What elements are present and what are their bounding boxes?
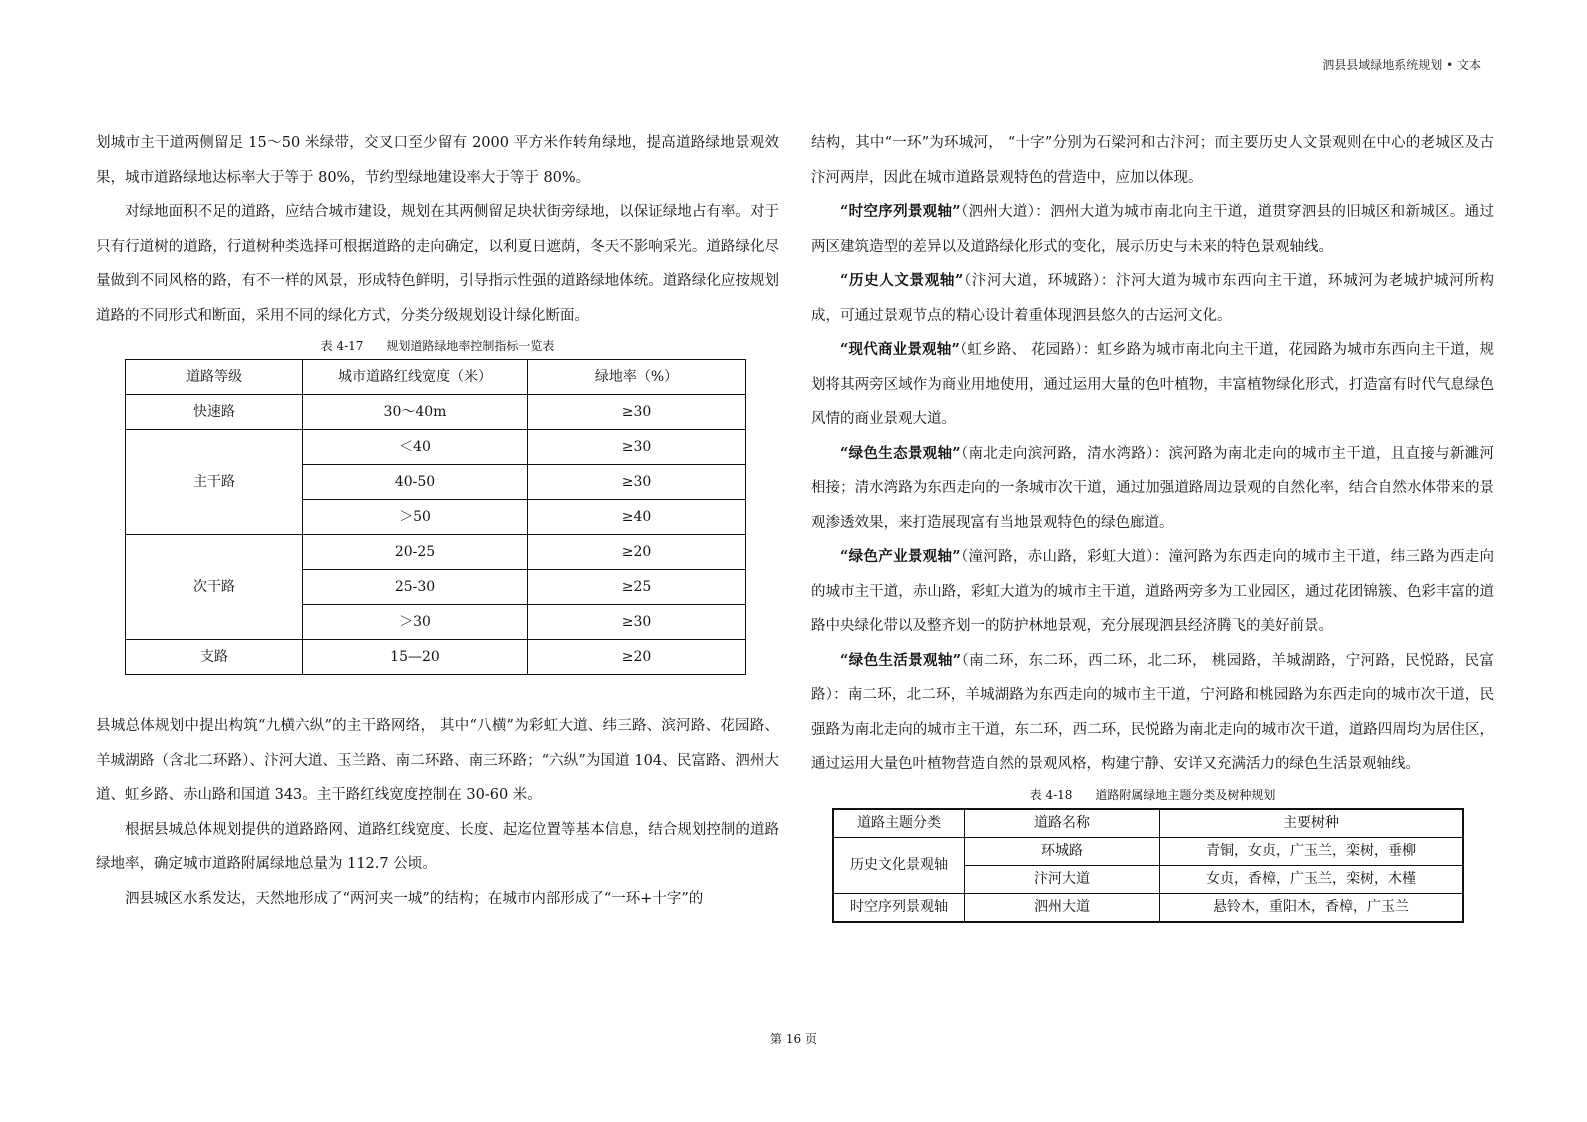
table-cell: 历史文化景观轴 [833, 837, 965, 893]
paragraph-text: （南北走向滨河路，清水湾路）：滨河路为南北走向的城市主干道，且直接与新濉河相接；清水湾路为东西走向的一条城市次干道，通过加强道路周边景观的自然化率，结合自然水体带来的景观渗透效果，来打造展现富有当地景观特色的绿色廊道。 [811, 445, 1494, 531]
paragraph [811, 540, 1494, 644]
table-row [126, 535, 746, 570]
table-cell: ＞30 [303, 605, 528, 640]
table-cell: 快速路 [126, 395, 303, 430]
table-row [833, 893, 1463, 922]
table-cell: 青铜，女贞，广玉兰，栾树，垂柳 [1160, 837, 1464, 865]
left-column [96, 126, 779, 916]
table-header-cell: 道路等级 [126, 360, 303, 395]
table-row [126, 395, 746, 430]
table-cell: ≥30 [528, 430, 746, 465]
table-cell: 主干路 [126, 430, 303, 535]
tree-species-table [832, 808, 1464, 923]
table-caption: 表 4-17 规划道路绿地率控制指标一览表 [320, 339, 555, 353]
paragraph-text: （潼河路，赤山路，彩虹大道）：潼河路为东西走向的城市主干道，纬三路为西走向的城市主干道，赤山路，彩虹大道为的城市主干道，道路两旁多为工业园区，通过花团锦簇、色彩丰富的道路中央绿化带以及整齐划一的防护林地景观，充分展现泗县经济腾飞的美好前景。 [811, 549, 1494, 634]
table-cell: 30～40m [303, 395, 528, 430]
axis-title: “历史人文景观轴” [840, 272, 964, 289]
table-cell: 次干路 [126, 535, 303, 640]
table-cell: 泗州大道 [965, 893, 1160, 922]
paragraph-text: （南二环，东二环，西二环，北二环， 桃园路，羊城湖路，宁河路，民悦路，民富路）：南二环，北二环，羊城湖路为东西走向的城市主干道，宁河路和桃园路为东西走向的城市次干道，民强路为南北走向的城市主干道，东二环，西二环，民悦路为南北走向的城市次干道，道路四周均为居住区，通过运用大量色叶植物营造自然的景观风格，构建宁静、安详又充满活力的绿色生活景观轴线。 [811, 652, 1494, 772]
paragraph [811, 195, 1494, 264]
table-cell: 40-50 [303, 465, 528, 500]
table-header-cell: 道路主题分类 [833, 809, 965, 838]
paragraph: 对绿地面积不足的道路，应结合城市建设，规划在其两侧留足块状街旁绿地，以保证绿地占有率。对于只有行道树的道路，行道树种类选择可根据道路的走向确定，以利夏日遮荫，冬天不影响采光。道路绿化尽量做到不同风格的路，有不一样的风景，形成特色鲜明，引导指示性强的道路绿地体统。道路绿化应按规划道路的不同形式和断面，采用不同的绿化方式，分类分级规划设计绿化断面。 [96, 204, 779, 324]
table-cell: ≥40 [528, 500, 746, 535]
table-cell: 15—20 [303, 640, 528, 675]
table-row [833, 837, 1463, 865]
table-header-cell: 绿地率（%） [528, 360, 746, 395]
paragraph [811, 333, 1494, 437]
table-cell: 环城路 [965, 837, 1160, 865]
paragraph-text: （汴河大道，环城路）：汴河大道为城市东西向主干道，环城河为老城护城河所构成，可通过景观节点的精心设计着重体现泗县悠久的古运河文化。 [811, 273, 1494, 324]
table-cell: 悬铃木，重阳木，香樟，广玉兰 [1160, 893, 1464, 922]
table-caption: 表 4-18 道路附属绿地主题分类及树种规划 [1029, 787, 1276, 802]
table-cell: ＞50 [303, 500, 528, 535]
table-cell: ＜40 [303, 430, 528, 465]
paragraph-text: （虹乡路、 花园路）：虹乡路为城市南北向主干道，花园路为城市东西向主干道，规划将其两旁区域作为商业用地使用，通过运用大量的色叶植物，丰富植物绿化形式，打造富有时代气息绿色风情的商业景观大道。 [811, 342, 1494, 427]
axis-title: “绿色生活景观轴” [840, 651, 962, 669]
axis-title: “时空序列景观轴” [840, 203, 961, 220]
table-header-cell: 道路名称 [965, 809, 1160, 838]
right-column [811, 126, 1494, 923]
green-rate-table [125, 359, 746, 675]
paragraph: 根据县城总体规划提供的道路路网、道路红线宽度、长度、起迄位置等基本信息，结合规划控制的道路绿地率，确定城市道路附属绿地总量为 112.7 公顷。 [96, 821, 779, 872]
paragraph: 划城市主干道两侧留足 15～50 米绿带，交叉口至少留有 2000 平方米作转角绿地，提高道路绿地景观效果，城市道路绿地达标率大于等于 80%，节约型绿地建设率大于等于 80%。 [96, 135, 779, 186]
table-header-cell: 主要树种 [1160, 809, 1464, 838]
paragraph: 结构，其中“一环”为环城河， “十字”分别为石梁河和古汴河；而主要历史人文景观则在中心的老城区及古汴河两岸，因此在城市道路景观特色的营造中，应加以体现。 [811, 135, 1494, 186]
table-cell: ≥30 [528, 395, 746, 430]
table-cell: ≥30 [528, 465, 746, 500]
table-header-cell: 城市道路红线宽度（米） [303, 360, 528, 395]
axis-title: “绿色产业景观轴” [840, 548, 961, 565]
page-number: 第 16 页 [770, 1032, 817, 1046]
table-header-row [126, 360, 746, 395]
table-cell: 时空序列景观轴 [833, 893, 965, 922]
paragraph [811, 644, 1494, 782]
table-cell: ≥20 [528, 640, 746, 675]
table-cell: 支路 [126, 640, 303, 675]
table-cell: 20-25 [303, 535, 528, 570]
table-row [126, 430, 746, 465]
table-cell: 汴河大道 [965, 865, 1160, 893]
paragraph: 泗县城区水系发达，天然地形成了“两河夹一城”的结构；在城市内部形成了“一环+十字”的 [125, 890, 704, 907]
axis-title: “现代商业景观轴” [840, 341, 960, 358]
table-cell: ≥30 [528, 605, 746, 640]
table-cell: ≥20 [528, 535, 746, 570]
table-header-row [833, 809, 1463, 838]
spacer [96, 675, 779, 709]
axis-title: “绿色生态景观轴” [840, 444, 961, 462]
paragraph [811, 264, 1494, 333]
table-cell: ≥25 [528, 570, 746, 605]
table-row [126, 640, 746, 675]
paragraph [811, 437, 1494, 541]
running-header: 泗县县域绿地系统规划 • 文本 [1322, 58, 1481, 72]
paragraph-text: （泗州大道）：泗州大道为城市南北向主干道，道贯穿泗县的旧城区和新城区。通过两区建筑造型的差异以及道路绿化形式的变化，展示历史与未来的特色景观轴线。 [811, 204, 1494, 255]
table-cell: 25-30 [303, 570, 528, 605]
table-cell: 女贞，香樟，广玉兰，栾树，木槿 [1160, 865, 1464, 893]
paragraph: 县城总体规划中提出构筑“九横六纵”的主干路网络， 其中“八横”为彩虹大道、纬三路、滨河路、花园路、羊城湖路（含北二环路）、汴河大道、玉兰路、南二环路、南三环路；“六纵”为国道 104、民富路、泗州大道、虹乡路、赤山路和国道 343。主干路红线宽度控制在 30-60 米。 [96, 718, 779, 803]
